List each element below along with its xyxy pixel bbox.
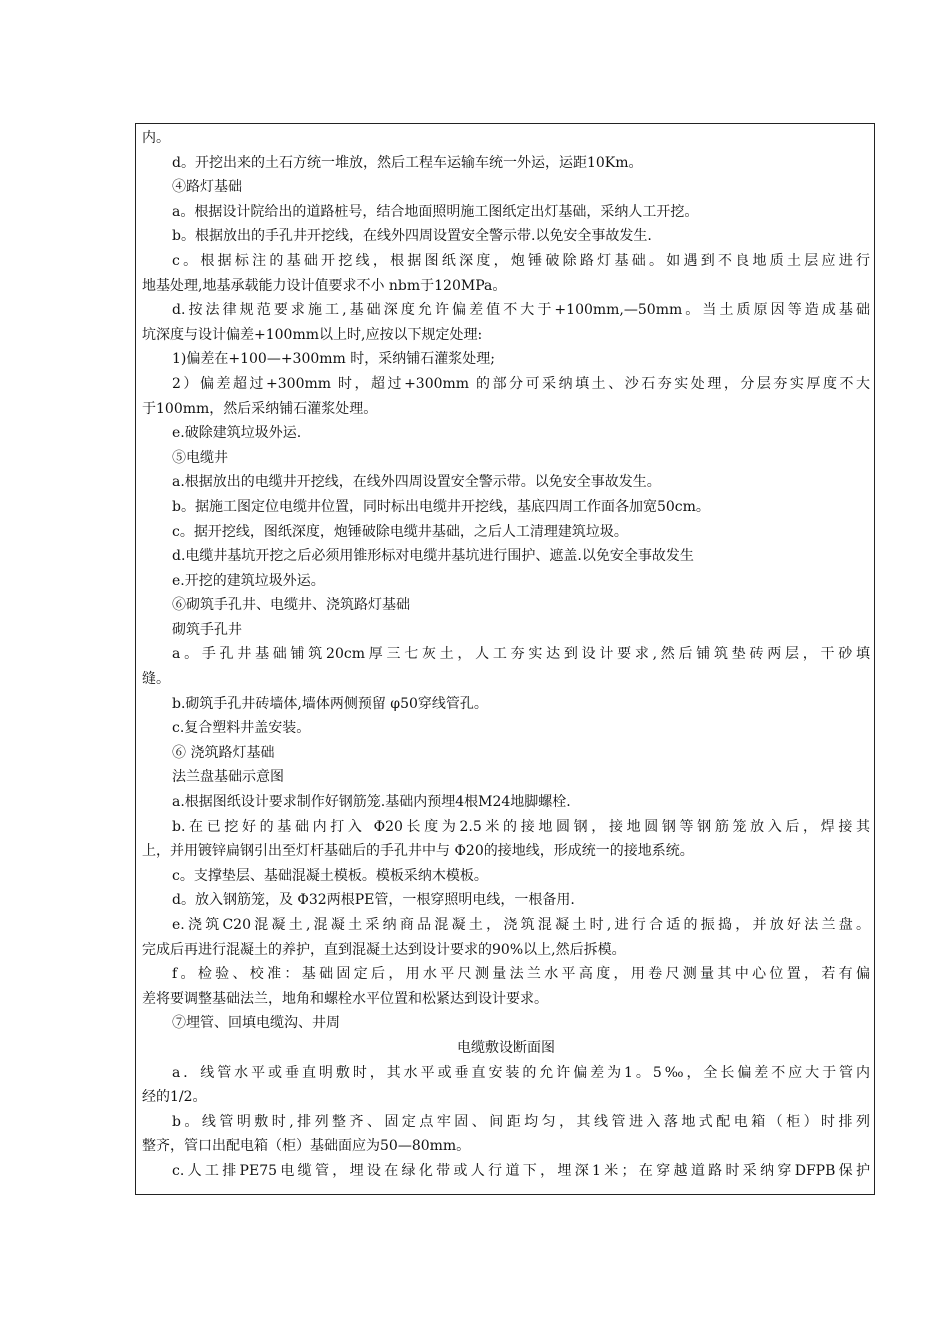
text-line: 于100mm，然后采纳铺石灌浆处理。	[142, 400, 378, 417]
text-line: ⑥砌筑手孔井、电缆井、浇筑路灯基础	[172, 597, 410, 614]
text-line: d。放入钢筋笼，及 Φ32两根PE管，一根穿照明电线，一根备用.	[172, 892, 575, 909]
text-line: 内。	[142, 130, 170, 146]
text-line: c.复合塑料井盖安装。	[172, 720, 311, 737]
document-frame	[135, 123, 875, 1195]
text-line: 经的1/2。	[142, 1089, 207, 1106]
text-line: 电缆敷设断面图	[457, 1039, 555, 1056]
text-line: e.浇筑C20混凝土,混凝土采纳商品混凝土，浇筑混凝土时,进行合适的振捣，并放好法兰盘。	[172, 917, 870, 933]
text-line: ⑤电缆井	[172, 449, 228, 466]
text-line: c。根据标注的基础开挖线，根据图纸深度，炮锤破除路灯基础。如遇到不良地质土层应进行	[172, 252, 870, 269]
text-line: e.开挖的建筑垃圾外运。	[172, 572, 325, 589]
text-line: 坑深度与设计偏差+100mm以上时,应按以下规定处理:	[142, 326, 483, 343]
text-line: 地基处理,地基承载能力设计值要求不小 nbm于120MPa。	[142, 277, 507, 294]
text-line: a。手孔井基础铺筑20cm厚三七灰土，人工夯实达到设计要求,然后铺筑垫砖两层，干砂填	[172, 646, 870, 663]
text-line: b。根据放出的手孔井开挖线，在线外四周设置安全警示带.以免安全事故发生.	[172, 228, 652, 245]
text-line: f。检验、校准：基础固定后，用水平尺测量法兰水平高度，用卷尺测量其中心位置，若有偏	[172, 966, 870, 983]
text-line: d.按法律规范要求施工,基础深度允许偏差值不大于+100mm,—50mm。当土质原因等造成基础	[172, 302, 870, 319]
text-line: a．线管水平或垂直明敷时，其水平或垂直安装的允许偏差为1。5‰，全长偏差不应大于管内	[172, 1064, 870, 1081]
text-line: ⑥ 浇筑路灯基础	[172, 744, 275, 761]
text-line: b。线管明敷时,排列整齐、固定点牢固、间距均匀，其线管进入落地式配电箱（柜）时排列	[172, 1113, 870, 1130]
document-body	[142, 126, 870, 1184]
text-line: e.破除建筑垃圾外运.	[172, 425, 302, 442]
text-line: 2）偏差超过+300mm 时，超过+300mm 的部分可采纳填土、沙石夯实处理，分层夯实厚度不大	[172, 375, 870, 392]
text-line: 砌筑手孔井	[172, 621, 242, 638]
text-line: 缝。	[142, 671, 170, 688]
text-line: 上，并用镀锌扁钢引出至灯杆基础后的手孔井中与 Φ20的接地线，形成统一的接地系统。	[142, 843, 694, 860]
text-line: d。开挖出来的土石方统一堆放，然后工程车运输车统一外运，运距10Km。	[172, 154, 643, 171]
text-line: a.根据图纸设计要求制作好钢筋笼.基础内预埋4根M24地脚螺栓.	[172, 794, 571, 811]
text-line: c。支撑垫层、基础混凝土模板。模板采纳木模板。	[172, 867, 488, 884]
text-line: 差将要调整基础法兰，地角和螺栓水平位置和松紧达到设计要求。	[142, 990, 548, 1007]
text-line: ⑦埋管、回填电缆沟、井周	[172, 1015, 340, 1032]
text-line: ④路灯基础	[172, 179, 242, 196]
text-line: c。据开挖线，图纸深度，炮锤破除电缆井基础，之后人工清理建筑垃圾。	[172, 523, 628, 540]
text-line: b。据施工图定位电缆井位置，同时标出电缆井开挖线，基底四周工作面各加宽50cm。	[172, 498, 710, 515]
text-line: 1)偏差在+100—+300mm 时，采纳铺石灌浆处理;	[172, 351, 495, 368]
text-line: 整齐，管口出配电箱（柜）基础面应为50—80mm。	[142, 1138, 471, 1155]
text-line: d.电缆井基坑开挖之后必须用锥形标对电缆井基坑进行围护、遮盖.以免安全事故发生	[172, 548, 694, 565]
text-line: c.人工排PE75电缆管，埋设在绿化带或人行道下，埋深1米；在穿越道路时采纳穿DFPB保护	[172, 1162, 870, 1179]
text-line: 法兰盘基础示意图	[172, 769, 284, 786]
text-line: a。根据设计院给出的道路桩号，结合地面照明施工图纸定出灯基础，采纳人工开挖。	[172, 203, 699, 220]
text-line: b.砌筑手孔井砖墙体,墙体两侧预留 φ50穿线管孔。	[172, 695, 488, 712]
text-line: a.根据放出的电缆井开挖线，在线外四周设置安全警示带。以免安全事故发生。	[172, 474, 661, 491]
text-line: b.在已挖好的基础内打入 Φ20长度为2.5米的接地圆钢，接地圆钢等钢筋笼放入后，焊接其	[172, 818, 870, 835]
text-line: 完成后再进行混凝土的养护，直到混凝土达到设计要求的90%以上,然后拆模。	[142, 941, 626, 958]
